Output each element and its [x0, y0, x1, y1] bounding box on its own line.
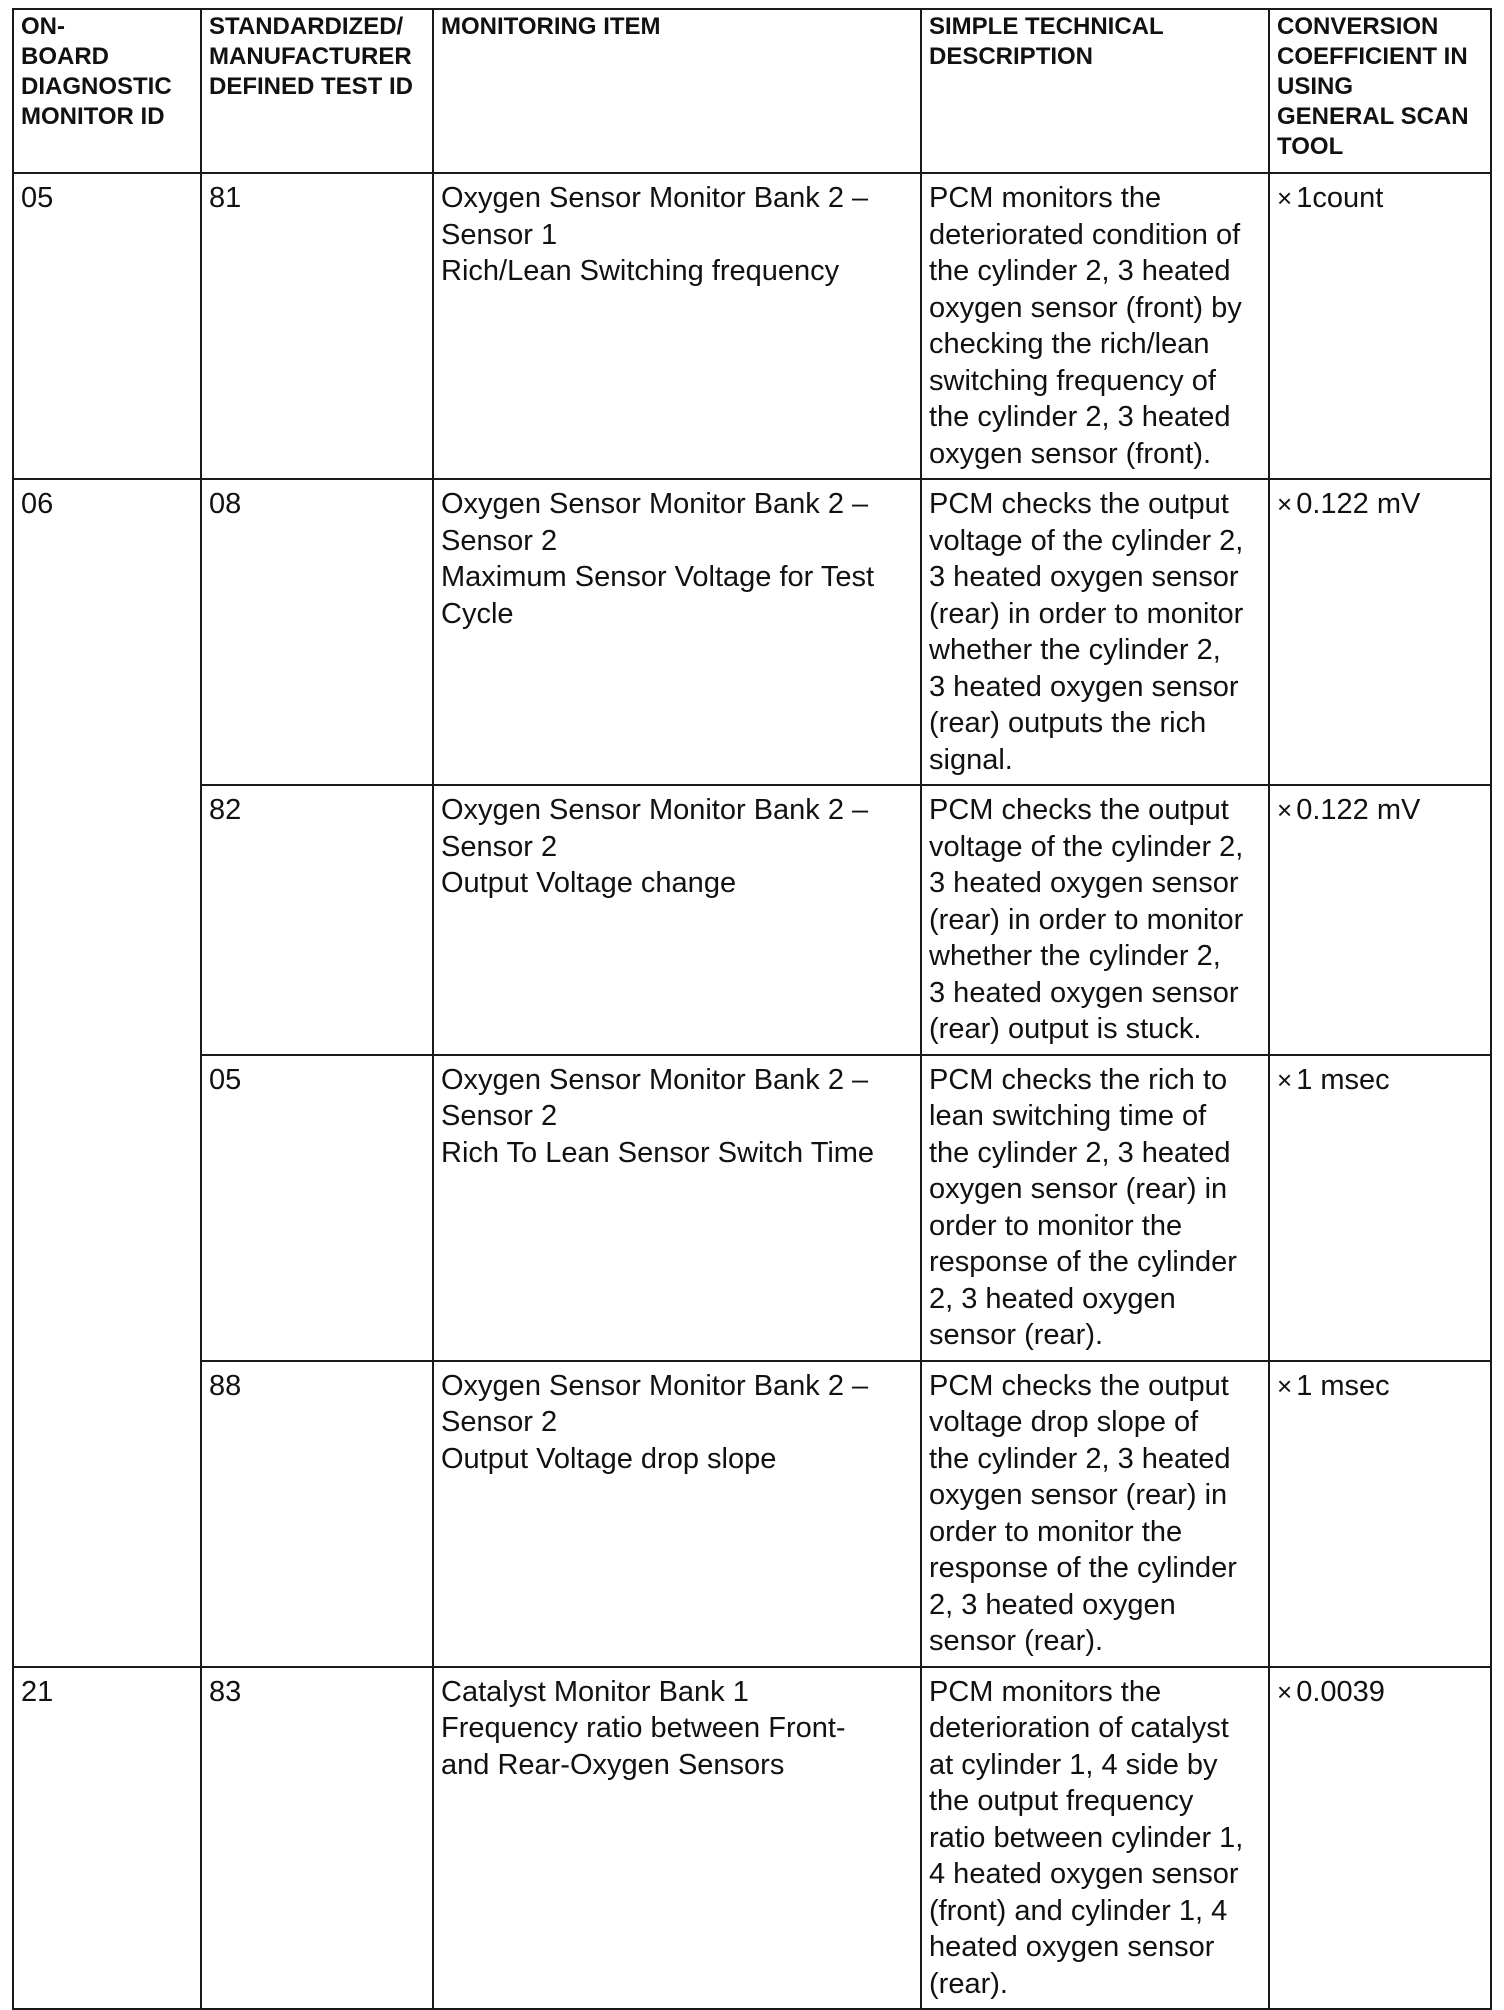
item-line: Rich To Lean Sensor Switch Time: [441, 1136, 875, 1169]
monitoring-item-cell: [433, 1361, 921, 1667]
monitoring-item-cell: [433, 1667, 921, 2010]
monitoring-item-cell: [433, 1055, 921, 1361]
header-row: [13, 9, 1491, 173]
item-line: Sensor 2: [441, 524, 558, 557]
multiply-sign: ×: [1277, 1370, 1293, 1401]
coefficient-cell: [1269, 785, 1491, 1055]
item-line: Sensor 2: [441, 1100, 558, 1132]
header-technical-description: SIMPLE TECHNICAL DESCRIPTION: [921, 9, 1269, 173]
item-line: Rich/Lean Switching frequency: [441, 255, 840, 287]
item-line: Sensor 1: [441, 218, 558, 251]
description-cell: PCM checks the output voltage drop slope of the cylinder 2, 3 heated oxygen sensor (rear) in order to monitor the response of the cylinder 2, 3 heated oxygen sensor (rear).: [921, 1361, 1269, 1667]
coefficient-cell: [1269, 479, 1491, 785]
test-id-cell: 83: [201, 1667, 433, 2010]
table-row: [13, 1361, 1491, 1667]
coefficient-cell: [1269, 1361, 1491, 1667]
item-line: Sensor 2: [441, 1406, 558, 1438]
monitor-id-cell: 05: [13, 173, 201, 479]
monitor-id-cell: 06: [13, 479, 201, 1667]
item-line: Oxygen Sensor Monitor Bank 2 –: [441, 182, 869, 214]
multiply-sign: ×: [1277, 489, 1293, 519]
description-cell: PCM monitors the deterioration of catalyst at cylinder 1, 4 side by the output frequency ratio between cylinder 1, 4 heated oxygen sensor (front) and cylinder 1, 4 heated oxygen sensor (rear).: [921, 1667, 1269, 2010]
item-line: Oxygen Sensor Monitor Bank 2 –: [441, 488, 869, 520]
coefficient-value: 0.122 mV: [1296, 794, 1421, 826]
description-cell: PCM checks the rich to lean switching time of the cylinder 2, 3 heated oxygen sensor (rear) in order to monitor the response of the cylinder 2, 3 heated oxygen sensor (rear).: [921, 1055, 1269, 1361]
table-row: [13, 785, 1491, 1055]
coefficient-cell: [1269, 1667, 1491, 2010]
table-row: [13, 1055, 1491, 1361]
test-id-cell: 82: [201, 785, 433, 1055]
item-line: Sensor 2: [441, 830, 558, 863]
header-monitor-id: ON- BOARD DIAGNOSTIC MONITOR ID: [13, 9, 201, 173]
test-id-cell: 81: [201, 173, 433, 479]
item-line: Oxygen Sensor Monitor Bank 2 –: [441, 1063, 869, 1096]
coefficient-value: 1count: [1296, 182, 1384, 214]
description-cell: PCM checks the output voltage of the cylinder 2, 3 heated oxygen sensor (rear) in order to monitor whether the cylinder 2, 3 heated oxygen sensor (rear) output is stuck.: [921, 785, 1269, 1055]
monitor-table: [12, 8, 1492, 2010]
description-cell: PCM checks the output voltage of the cylinder 2, 3 heated oxygen sensor (rear) in order to monitor whether the cylinder 2, 3 heated oxygen sensor (rear) outputs the rich signal.: [921, 479, 1269, 785]
description-cell: PCM monitors the deteriorated condition of the cylinder 2, 3 heated oxygen sensor (front) by checking the rich/lean switching frequency of the cylinder 2, 3 heated oxygen sensor (front).: [921, 173, 1269, 479]
item-line: Frequency ratio between Front-: [441, 1712, 846, 1744]
header-monitoring-item: MONITORING ITEM: [433, 9, 921, 173]
coefficient-cell: [1269, 1055, 1491, 1361]
item-line: Output Voltage drop slope: [441, 1442, 777, 1475]
multiply-sign: ×: [1277, 1676, 1293, 1707]
multiply-sign: ×: [1277, 183, 1293, 213]
item-line: Cycle: [441, 597, 514, 630]
table-row: [13, 173, 1491, 479]
item-line: Output Voltage change: [441, 867, 737, 899]
item-line: and Rear-Oxygen Sensors: [441, 1748, 785, 1781]
coefficient-cell: [1269, 173, 1491, 479]
monitor-id-cell: 21: [13, 1667, 201, 2010]
table-row: [13, 1667, 1491, 2010]
header-conversion-coefficient: CONVERSION COEFFICIENT IN USING GENERAL SCAN TOOL: [1269, 9, 1491, 173]
coefficient-value: 0.0039: [1296, 1675, 1385, 1708]
test-id-cell: 08: [201, 479, 433, 785]
coefficient-value: 0.122 mV: [1296, 488, 1421, 520]
multiply-sign: ×: [1277, 795, 1293, 825]
test-id-cell: 88: [201, 1361, 433, 1667]
table-row: [13, 479, 1491, 785]
monitoring-item-cell: [433, 173, 921, 479]
coefficient-value: 1 msec: [1296, 1063, 1390, 1096]
multiply-sign: ×: [1277, 1064, 1293, 1095]
item-line: Oxygen Sensor Monitor Bank 2 –: [441, 1369, 869, 1402]
monitoring-item-cell: [433, 479, 921, 785]
item-line: Oxygen Sensor Monitor Bank 2 –: [441, 794, 869, 826]
item-line: Maximum Sensor Voltage for Test: [441, 561, 875, 593]
item-line: Catalyst Monitor Bank 1: [441, 1675, 749, 1708]
coefficient-value: 1 msec: [1296, 1369, 1390, 1402]
monitoring-item-cell: [433, 785, 921, 1055]
header-test-id: STANDARDIZED/ MANUFACTURER DEFINED TEST ID: [201, 9, 433, 173]
test-id-cell: 05: [201, 1055, 433, 1361]
